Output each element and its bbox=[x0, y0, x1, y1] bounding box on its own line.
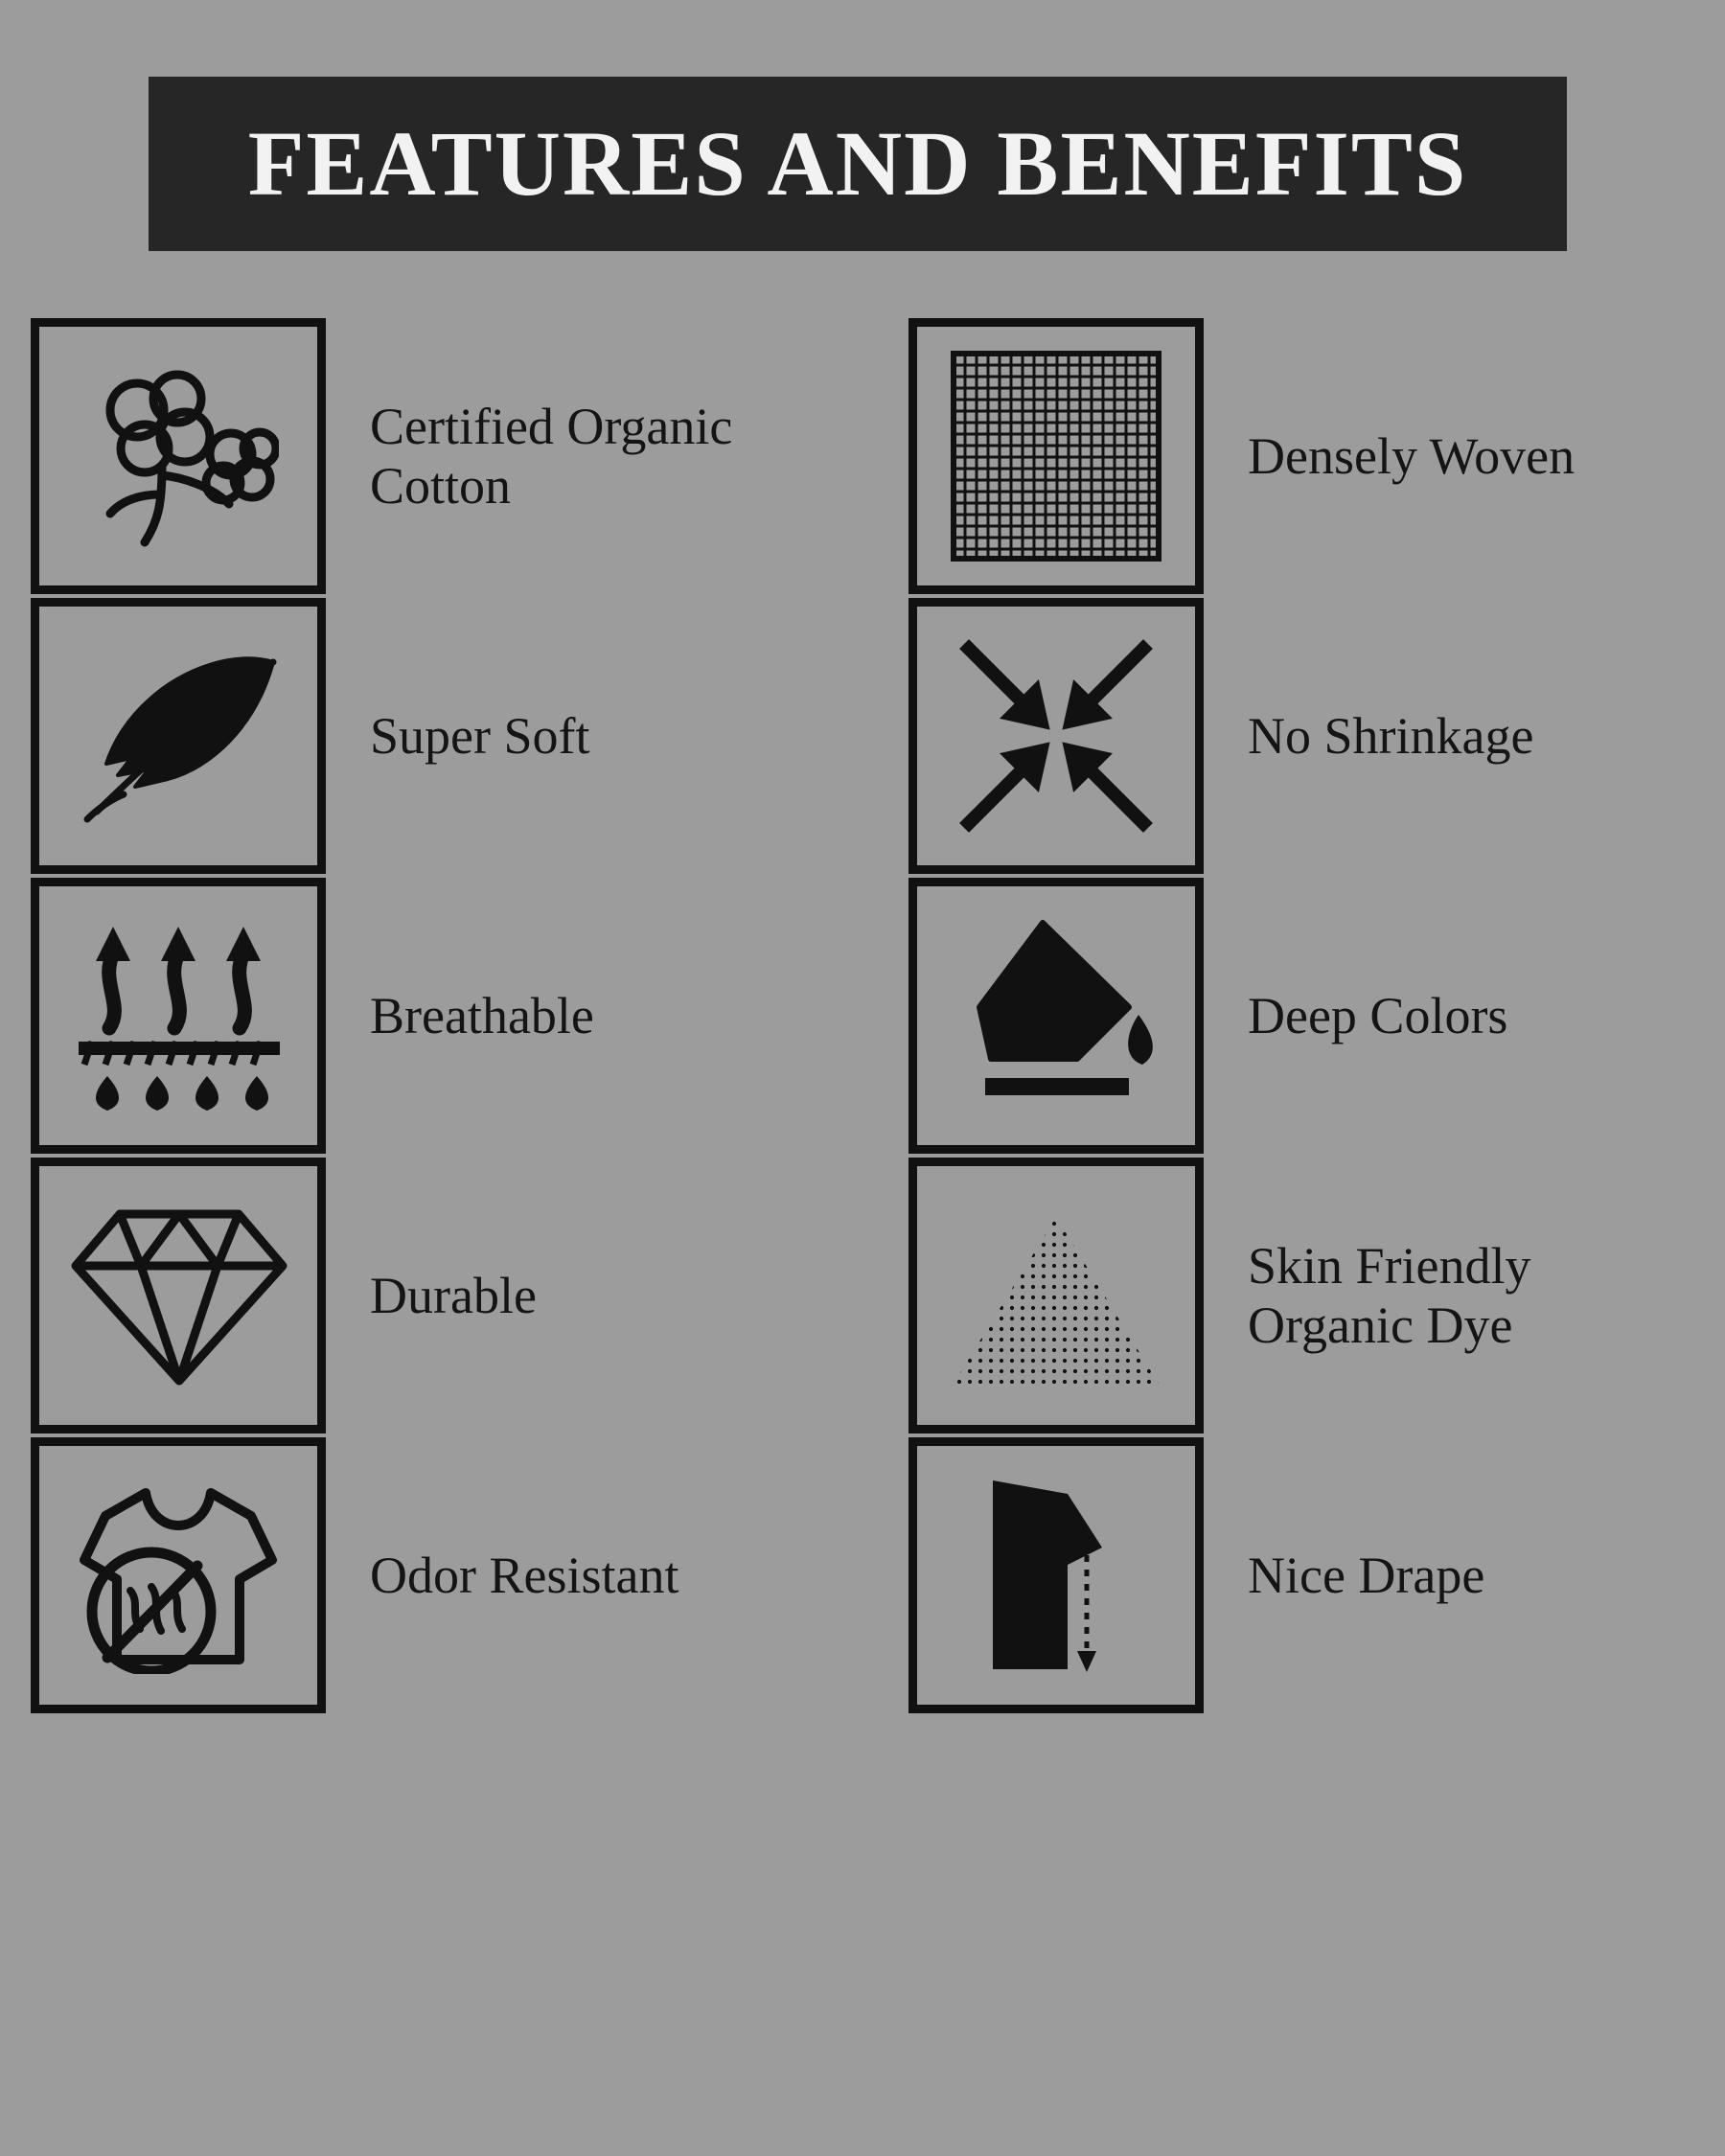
feature-item-nice-drape bbox=[882, 1435, 1725, 1715]
feature-label: Nice Drape bbox=[1248, 1546, 1485, 1604]
feature-label: Super Soft bbox=[370, 706, 590, 765]
feature-item-odor-resistant bbox=[0, 1435, 882, 1715]
feature-label: Certified Organic Cotton bbox=[370, 397, 733, 515]
feather-icon bbox=[31, 598, 326, 874]
feature-label: No Shrinkage bbox=[1248, 706, 1534, 765]
four-inward-arrows-icon bbox=[908, 598, 1204, 874]
feature-item-no-shrinkage bbox=[882, 596, 1725, 876]
feature-label: Breathable bbox=[370, 986, 594, 1044]
feature-label: Odor Resistant bbox=[370, 1546, 679, 1604]
feature-item-breathable bbox=[0, 876, 882, 1156]
feature-item-densely-woven bbox=[882, 316, 1725, 596]
feature-row bbox=[0, 596, 1725, 876]
title-banner bbox=[149, 77, 1567, 251]
feature-row bbox=[0, 876, 1725, 1156]
feature-label: Deep Colors bbox=[1248, 986, 1508, 1044]
feature-item-deep-colors bbox=[882, 876, 1725, 1156]
feature-row bbox=[0, 1156, 1725, 1435]
feature-label: Densely Woven bbox=[1248, 426, 1576, 485]
feature-row bbox=[0, 1435, 1725, 1715]
cotton-plant-icon bbox=[31, 318, 326, 594]
feature-item-super-soft bbox=[0, 596, 882, 876]
features-grid bbox=[0, 316, 1725, 1715]
draping-fabric-icon bbox=[908, 1437, 1204, 1713]
no-smell-tshirt-icon bbox=[31, 1437, 326, 1713]
feature-row bbox=[0, 316, 1725, 596]
paint-bucket-icon bbox=[908, 878, 1204, 1154]
feature-item-skin-friendly-organic-dye bbox=[882, 1156, 1725, 1435]
dotted-triangle-powder-icon bbox=[908, 1158, 1204, 1434]
air-flow-arrows-icon bbox=[31, 878, 326, 1154]
feature-label: Skin Friendly Organic Dye bbox=[1248, 1236, 1531, 1354]
woven-grid-icon bbox=[908, 318, 1204, 594]
diamond-gem-icon bbox=[31, 1158, 326, 1434]
page-title: FEATURES AND BENEFITS bbox=[247, 112, 1468, 215]
feature-item-durable bbox=[0, 1156, 882, 1435]
feature-label: Durable bbox=[370, 1266, 537, 1324]
feature-item-certified-organic-cotton bbox=[0, 316, 882, 596]
